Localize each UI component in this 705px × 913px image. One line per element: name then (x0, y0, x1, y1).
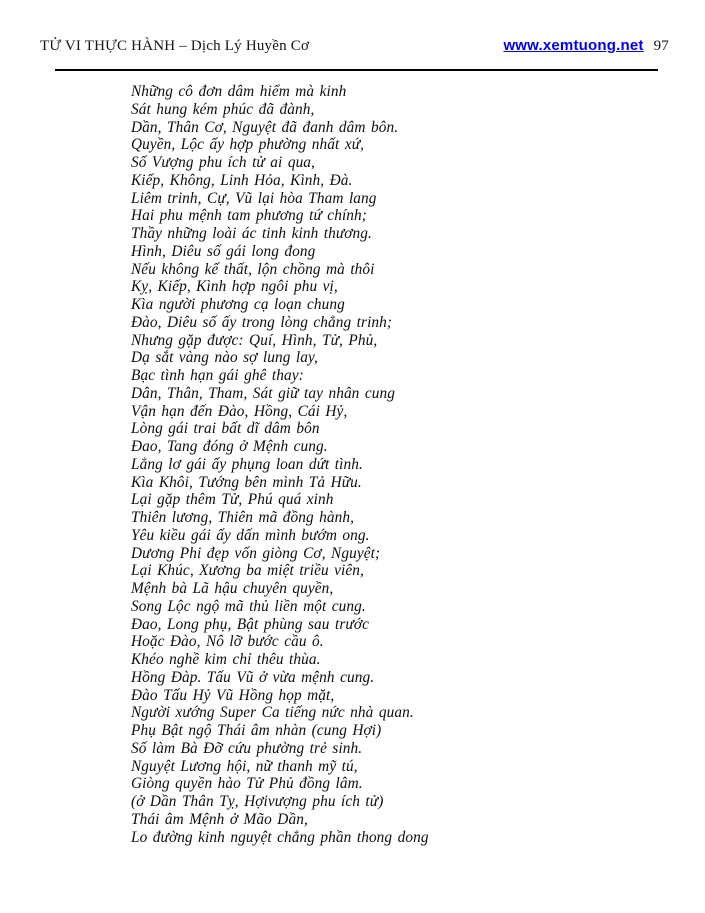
poem-line: Lại gặp thêm Tử, Phú quá xinh (131, 491, 334, 509)
poem-line: Kìa người phương cạ loạn chung (131, 296, 345, 313)
poem-line: (ở Dần Thân Tỵ, Hợivượng phu ích tử) (131, 793, 384, 810)
poem-line: Nếu không kế thất, lộn chồng mà thôi (131, 260, 375, 278)
poem-line: Những cô đơn dâm hiểm mà kinh (131, 83, 347, 100)
poem-line: Dạ sắt vàng nào sợ lung lay, (131, 349, 318, 367)
poem-line: Thái âm Mệnh ở Mão Dần, (131, 810, 308, 828)
poem-line: Kiếp, Không, Linh Hỏa, Kình, Đà. (131, 171, 353, 189)
poem-line: Kìa Khôi, Tướng bên mình Tả Hữu. (131, 473, 362, 491)
page-number: 97 (653, 38, 669, 54)
poem-line: Hồng Đàp. Tấu Vũ ở vừa mệnh cung. (131, 668, 375, 686)
poem-line: Hoặc Đào, Nô lỡ bước cầu ô. (131, 633, 324, 651)
poem-line: Người xướng Super Ca tiếng nức nhà quan. (131, 704, 414, 722)
poem-line: Dương Phi đẹp vốn giòng Cơ, Nguyệt; (131, 544, 381, 562)
poem-line: Bạc tình hạn gái ghê thay: (131, 367, 304, 384)
page-title: TỬ VI THỰC HÀNH – Dịch Lý Huyền Cơ (40, 38, 310, 54)
poem-line: Giòng quyền hào Tử Phủ đồng lâm. (131, 775, 363, 793)
header-right-group (503, 37, 669, 55)
poem-line: Đao, Tang đóng ở Mệnh cung. (131, 438, 328, 455)
poem-line: Phụ Bật ngộ Thái âm nhàn (cung Hợi) (131, 722, 382, 739)
poem-line: Thầy những loài ác tinh kinh thương. (131, 225, 372, 242)
poem-line: Vận hạn đến Đào, Hồng, Cái Hỷ, (131, 402, 348, 420)
poem-line: Song Lộc ngộ mã thủ liền một cung. (131, 597, 366, 615)
poem-line: Lòng gái trai bất dĩ dâm bôn (131, 420, 320, 438)
poem-line: Nguyệt Lương hội, nữ thanh mỹ tú, (131, 757, 358, 775)
poem-body (131, 83, 665, 846)
website-link[interactable]: www.xemtuong.net (503, 37, 644, 54)
poem-line: Liêm trinh, Cự, Vũ lại hòa Tham lang (131, 189, 377, 207)
poem-line: Lẳng lơ gái ấy phụng loan dứt tình. (131, 455, 363, 473)
poem-line: Nhưng gặp được: Quí, Hình, Tử, Phủ, (131, 331, 378, 349)
poem-line: Hình, Diêu số gái long đong (131, 242, 316, 260)
poem-line: Kỵ, Kiếp, Kình hợp ngôi phu vị, (131, 278, 338, 296)
poem-line: Lại Khúc, Xương ba miệt triều viên, (131, 562, 364, 580)
poem-line: Thiên lương, Thiên mã đồng hành, (131, 509, 355, 526)
poem-line: Số làm Bà Đỡ cứu phường trẻ sinh. (131, 739, 363, 757)
poem-line: Sát hung kém phúc đã đành, (131, 100, 315, 118)
poem-line: Quyền, Lộc ấy hợp phường nhất xứ, (131, 136, 365, 154)
poem-line: Số Vượng phu ích tử ai qua, (131, 154, 315, 171)
header-divider (55, 69, 658, 71)
poem-line: Đào Tấu Hỷ Vũ Hồng họp mặt, (131, 686, 335, 704)
poem-line: Lo đường kinh nguyệt chẳng phần thong dong (131, 828, 429, 846)
poem-line: Hai phu mệnh tam phương tứ chính; (131, 207, 367, 225)
poem-line: Đao, Long phụ, Bật phùng sau trước (131, 615, 369, 633)
poem-line: Dần, Thân Cơ, Nguyệt đã đanh dâm bôn. (131, 118, 399, 136)
poem-line: Khéo nghề kim chỉ thêu thùa. (131, 651, 321, 668)
poem-line: Dân, Thân, Tham, Sát giữ tay nhân cung (131, 384, 395, 402)
poem-line: Yêu kiều gái ấy dấn mình bướm ong. (131, 526, 370, 544)
poem-line: Mệnh bà Lã hậu chuyên quyền, (131, 580, 334, 597)
poem-line: Đào, Diêu số ấy trong lòng chẳng trinh; (131, 313, 393, 331)
page-header (40, 37, 669, 55)
